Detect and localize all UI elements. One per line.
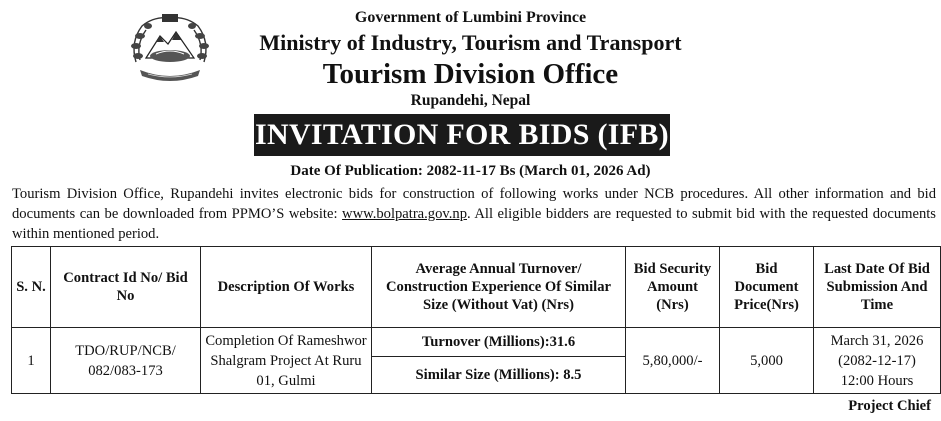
notice-title: INVITATION FOR BIDS (IFB): [254, 114, 670, 156]
ministry-name: Ministry of Industry, Tourism and Transport: [259, 30, 682, 55]
description-line3: 01, Gulmi: [256, 372, 316, 389]
intro-text-end: . All eligible bidders are requested to submit bid with the requested documents within mentioned period.: [12, 206, 936, 242]
header-turnover: Average Annual Turnover/ Construction Experience Of Similar Size (Without Vat) (Nrs): [372, 247, 626, 328]
contract-id-part1: TDO/RUP/NCB/: [75, 342, 176, 359]
similar-size-value: 8.5: [559, 367, 582, 383]
bolpatra-link[interactable]: www.bolpatra.gov.np: [342, 206, 467, 222]
header-document-price: Bid Document Price(Nrs): [720, 247, 814, 328]
header-sn: S. N.: [12, 247, 51, 328]
intro-text-start: Tourism Division Office, Rupandehi invites electronic bids for construction of following works under NCB procedures. All other information and bid documents can be downloaded from PPMO’S website:: [12, 186, 936, 222]
header-last-date: Last Date Of Bid Submission And Time: [814, 247, 941, 328]
cell-last-date: [814, 328, 941, 394]
cell-contract-id: [51, 328, 201, 394]
publication-value: : 2082-11-17 Bs (March 01, 2026 Ad): [417, 163, 651, 179]
header-description: Description Of Works: [201, 247, 372, 328]
table-row: [12, 328, 941, 357]
intro-paragraph: [12, 184, 936, 244]
header-bid-security: Bid Security Amount (Nrs): [626, 247, 720, 328]
cell-bid-security: 5,80,000/-: [626, 328, 720, 394]
similar-size-label: Similar Size (Millions):: [415, 367, 560, 383]
table-header-row: [12, 247, 941, 328]
turnover-label: Turnover (Millions):: [421, 334, 550, 350]
header-contract-id: Contract Id No/ Bid No: [51, 247, 201, 328]
office-name: Tourism Division Office: [322, 58, 619, 90]
cell-turnover: [372, 328, 626, 357]
government-name: Government of Lumbini Province: [354, 9, 587, 26]
description-line2: Shalgram Project At Ruru: [210, 352, 362, 369]
cell-sn: 1: [12, 328, 51, 394]
publication-date: [0, 163, 941, 180]
last-date-time: 12:00 Hours: [840, 372, 914, 389]
last-date-ad: March 31, 2026: [830, 332, 924, 349]
cell-description: [201, 328, 372, 394]
last-date-bs: (2082-12-17): [838, 352, 916, 369]
office-location: Rupandehi, Nepal: [410, 92, 531, 109]
description-line1: Completion Of Rameshwor: [205, 332, 367, 349]
cell-similar-size: [372, 357, 626, 394]
turnover-value: 31.6: [549, 334, 576, 350]
cell-document-price: 5,000: [720, 328, 814, 394]
contract-id-part2: 082/083-173: [88, 362, 163, 379]
publication-label: Date Of Publication: [290, 163, 418, 179]
bids-table: [11, 246, 941, 394]
signatory: Project Chief: [848, 398, 931, 414]
